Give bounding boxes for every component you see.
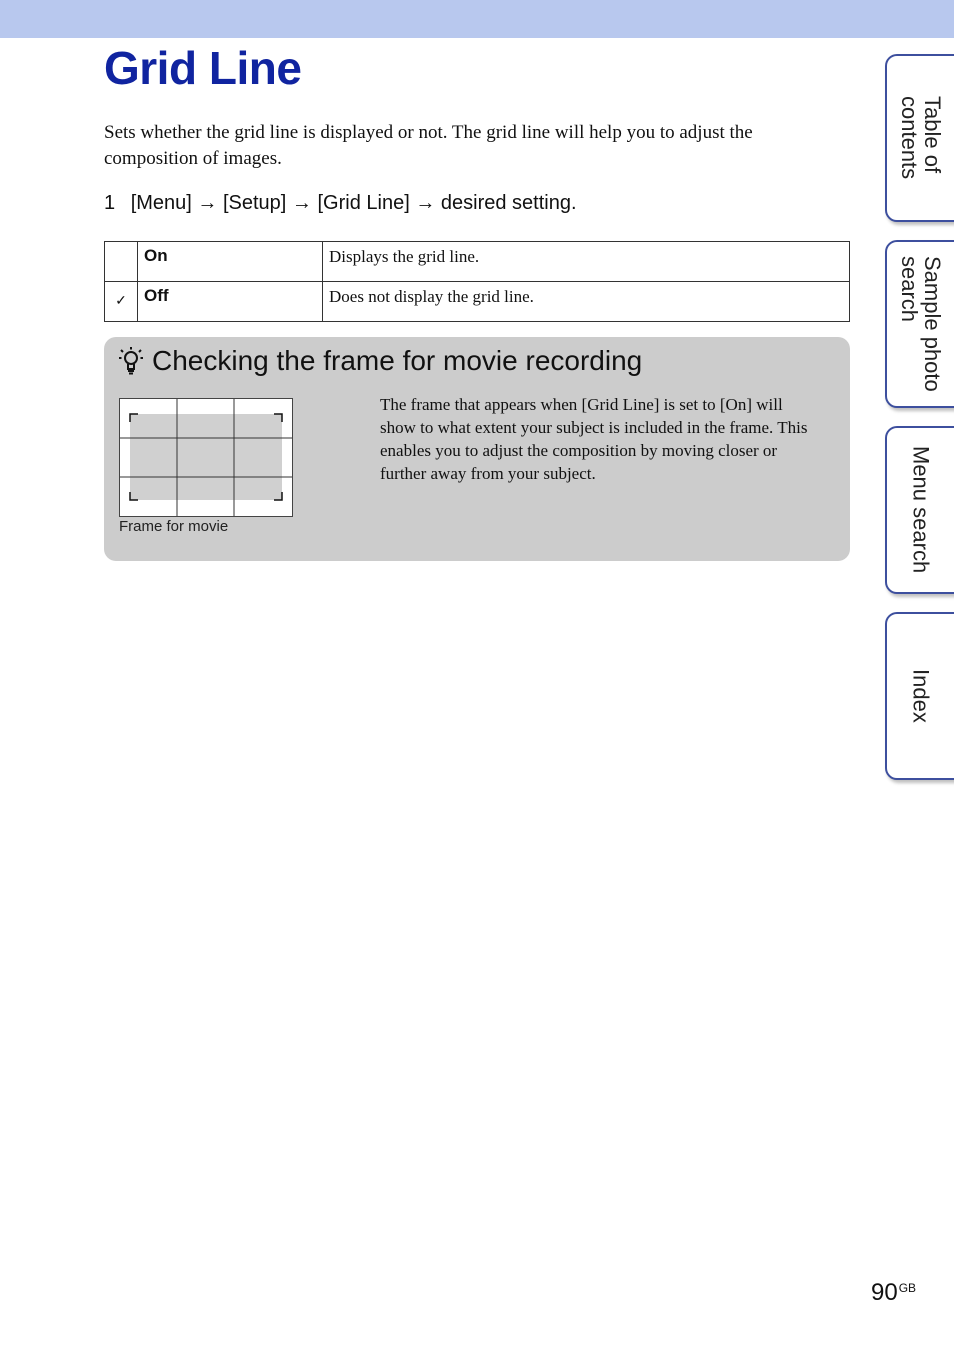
page-number-suffix: GB — [898, 1281, 917, 1295]
intro-paragraph: Sets whether the grid line is displayed or not. The grid line will help you to adjust the composition of images. — [104, 122, 753, 169]
option-name: On — [138, 242, 323, 282]
step-desired-setting: desired setting. — [440, 192, 577, 214]
top-banner — [0, 0, 954, 38]
tab-sample-photo-search[interactable] — [885, 240, 954, 408]
options-table — [104, 241, 850, 322]
step-instruction — [104, 189, 577, 217]
option-name: Off — [138, 282, 323, 322]
step-grid-line: [Grid Line] — [317, 192, 410, 214]
tab-label: Index — [908, 669, 934, 723]
page-number-value: 90 — [871, 1279, 898, 1306]
figure-caption: Frame for movie — [119, 518, 229, 535]
step-menu: [Menu] — [130, 192, 192, 214]
option-description: Does not display the grid line. — [323, 282, 850, 322]
table-row — [105, 282, 850, 322]
hint-header — [118, 343, 642, 379]
tab-table-of-contents[interactable] — [885, 54, 954, 222]
arrow-icon: → — [197, 192, 218, 214]
hint-box — [104, 337, 850, 561]
hint-title: Checking the frame for movie recording — [152, 345, 643, 376]
page-number — [871, 1279, 916, 1307]
page-title: Grid Line — [104, 42, 302, 94]
movie-frame-illustration — [119, 398, 293, 517]
tab-label: Sample photo search — [897, 256, 945, 392]
hint-text: The frame that appears when [Grid Line] is set to [On] will show to what extent your subject is included in the frame. This enables you to adjust the composition by moving closer or further away from your subject. — [380, 395, 808, 483]
arrow-icon: → — [415, 192, 436, 214]
lightbulb-icon — [118, 346, 144, 376]
arrow-icon: → — [291, 192, 312, 214]
default-marker — [105, 242, 138, 282]
table-row — [105, 242, 850, 282]
tab-label: Table of contents — [897, 96, 945, 180]
step-number: 1 — [104, 192, 116, 214]
checkmark-icon: ✓ — [105, 282, 138, 322]
tab-menu-search[interactable] — [885, 426, 954, 594]
step-setup: [Setup] — [222, 192, 287, 214]
option-description: Displays the grid line. — [323, 242, 850, 282]
tab-index[interactable] — [885, 612, 954, 780]
tab-label: Menu search — [908, 446, 934, 574]
